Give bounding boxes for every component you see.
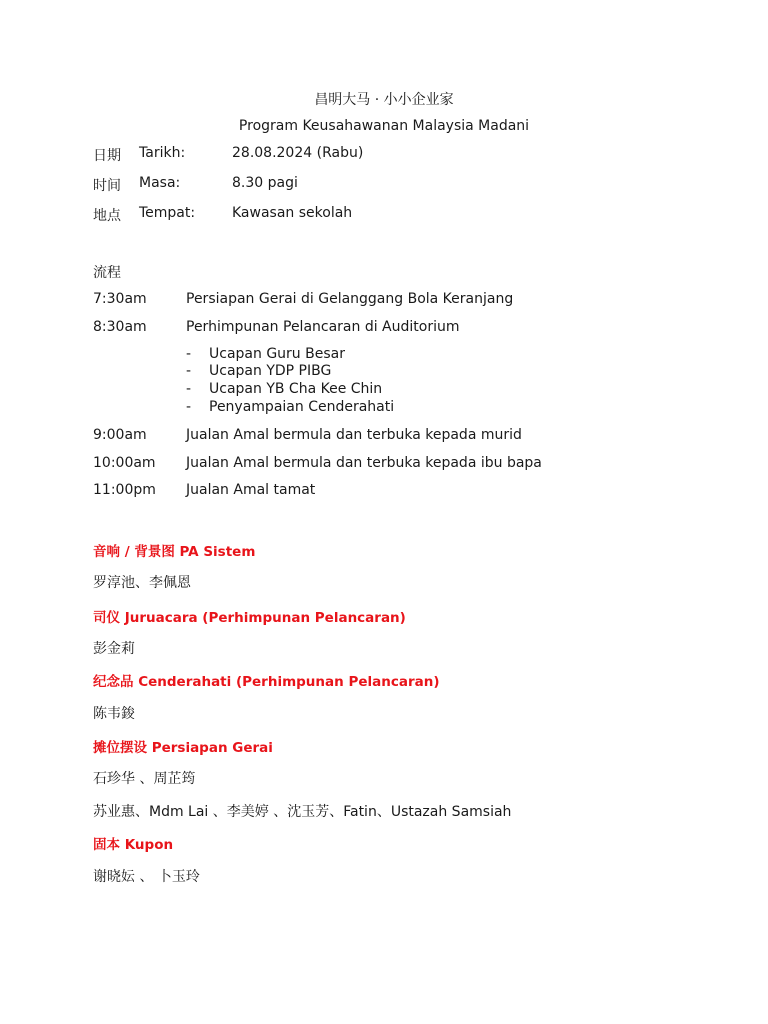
schedule-time: 7:30am xyxy=(93,291,147,307)
schedule-desc: Jualan Amal tamat xyxy=(186,482,316,498)
role-names: 彭金莉 xyxy=(93,641,135,657)
title-chinese: 昌明大马 · 小小企业家 xyxy=(314,92,454,108)
info-cn-label: 地点 xyxy=(93,208,121,224)
info-label: Masa: xyxy=(139,175,181,191)
schedule-desc: Perhimpunan Pelancaran di Auditorium xyxy=(186,319,460,335)
bullet-item: Ucapan Guru Besar xyxy=(209,346,345,362)
bullet-item: Ucapan YDP PIBG xyxy=(209,363,332,379)
info-cn-label: 日期 xyxy=(93,148,121,164)
schedule-time: 9:00am xyxy=(93,427,147,443)
info-value: 8.30 pagi xyxy=(232,175,298,191)
info-value: 28.08.2024 (Rabu) xyxy=(232,145,364,161)
role-heading-pa-system: 音响 / 背景图 PA Sistem xyxy=(93,544,256,560)
bullet-dash: - xyxy=(186,346,192,362)
role-names: 石珍华 、周芷筠 xyxy=(93,771,196,787)
info-label: Tarikh: xyxy=(139,145,186,161)
role-names: 谢晓妘 、 卜玉玲 xyxy=(93,869,200,885)
role-names: 陈韦鋑 xyxy=(93,706,135,722)
schedule-desc: Jualan Amal bermula dan terbuka kepada ibu bapa xyxy=(186,455,542,471)
bullet-dash: - xyxy=(186,381,192,397)
title-malay: Program Keusahawanan Malaysia Madani xyxy=(238,118,530,134)
bullet-dash: - xyxy=(186,399,192,415)
schedule-time: 10:00am xyxy=(93,455,156,471)
role-heading-coupon: 固本 Kupon xyxy=(93,837,174,853)
role-heading-stall-setup: 摊位摆设 Persiapan Gerai xyxy=(93,740,273,756)
info-value: Kawasan sekolah xyxy=(232,205,353,221)
schedule-desc: Jualan Amal bermula dan terbuka kepada murid xyxy=(186,427,522,443)
schedule-desc: Persiapan Gerai di Gelanggang Bola Keranjang xyxy=(186,291,514,307)
role-names: 苏业惠、Mdm Lai 、李美婷 、沈玉芳、Fatin、Ustazah Samsiah xyxy=(93,804,512,820)
schedule-time: 11:00pm xyxy=(93,482,156,498)
role-names: 罗淳池、李佩恩 xyxy=(93,575,191,591)
role-heading-souvenir: 纪念品 Cenderahati (Perhimpunan Pelancaran) xyxy=(93,674,440,690)
bullet-dash: - xyxy=(186,363,192,379)
schedule-time: 8:30am xyxy=(93,319,147,335)
bullet-item: Penyampaian Cenderahati xyxy=(209,399,395,415)
schedule-heading: 流程 xyxy=(93,265,121,281)
bullet-item: Ucapan YB Cha Kee Chin xyxy=(209,381,383,397)
info-label: Tempat: xyxy=(139,205,196,221)
info-cn-label: 时间 xyxy=(93,178,121,194)
role-heading-emcee: 司仪 Juruacara (Perhimpunan Pelancaran) xyxy=(93,610,406,626)
